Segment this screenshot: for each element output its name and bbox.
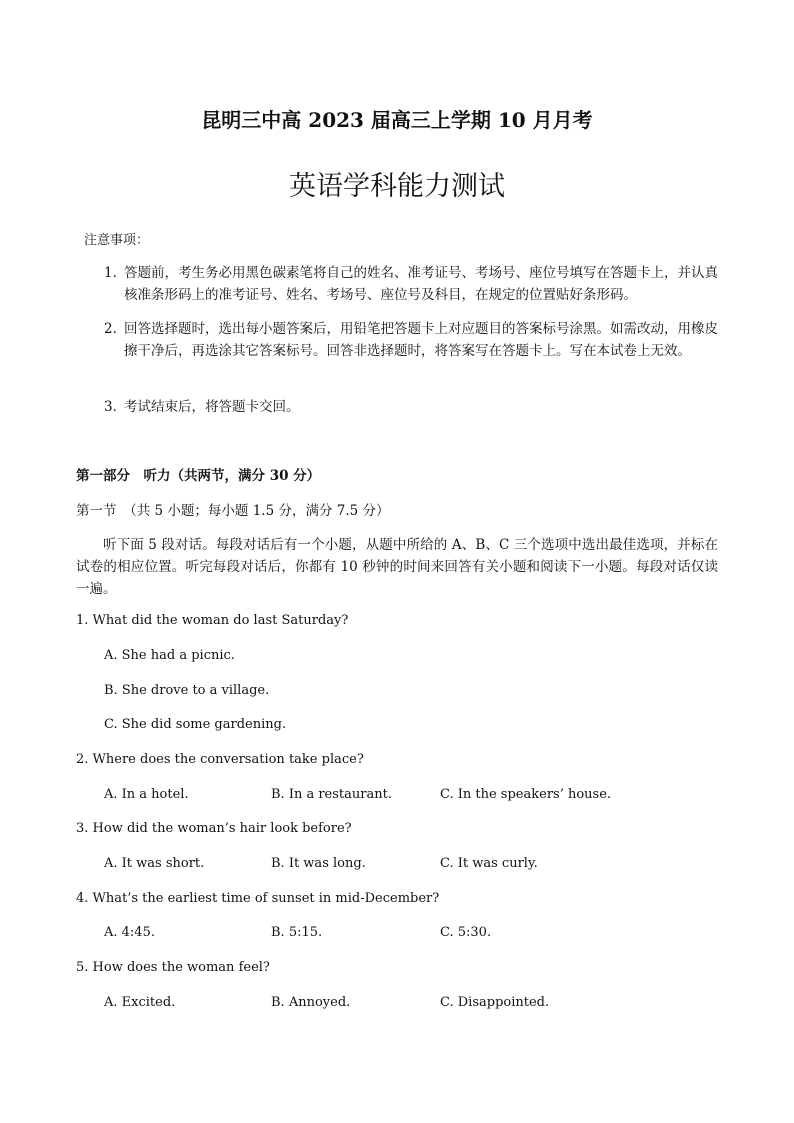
- question-5-option-a: A. Excited.: [104, 995, 176, 1010]
- listening-directions: 听下面 5 段对话。每段对话后有一个小题，从题中所给的 A、B、C 三个选项中选出最佳选项，并标在试卷的相应位置。听完每段对话后，你都有 10 秒钟的时间来回答有关小题和阅读下一小题。每段对话仅读一遍。: [76, 537, 718, 597]
- question-2-option-c: C. In the speakers’ house.: [440, 787, 612, 802]
- question-2-option-b: B. In a restaurant.: [271, 787, 392, 802]
- question-2-option-a: A. In a hotel.: [104, 787, 189, 802]
- question-5-option-b: B. Annoyed.: [271, 995, 351, 1010]
- question-3-option-c: C. It was curly.: [440, 856, 538, 871]
- notice-item-3: [104, 396, 719, 418]
- notice-item-text: 考试结束后，将答题卡交回。: [124, 399, 300, 415]
- notice-item-text: 回答选择题时，选出每小题答案后，用铅笔把答题卡上对应题目的答案标号涂黑。如需改动，用橡皮擦干净后，再选涂其它答案标号。回答非选择题时，将答案写在答题卡上。写在本试卷上无效。: [124, 321, 718, 359]
- question-1-option-c: C. She did some gardening.: [104, 717, 287, 732]
- question-1-option-b: B. She drove to a village.: [104, 683, 270, 698]
- notice-item-number: 3．: [104, 399, 127, 415]
- question-3: 3. How did the woman’s hair look before?: [76, 821, 352, 836]
- part-heading: 第一部分 听力（共两节，满分 30 分）: [76, 468, 321, 484]
- question-4-option-b: B. 5:15.: [271, 925, 323, 940]
- exam-subtitle: 英语学科能力测试: [289, 171, 505, 202]
- notice-item-1: [104, 262, 719, 306]
- question-1: 1. What did the woman do last Saturday?: [76, 613, 349, 628]
- question-3-option-a: A. It was short.: [104, 856, 205, 871]
- notice-heading: 注意事项：: [84, 233, 150, 248]
- notice-item-text: 答题前，考生务必用黑色碳素笔将自己的姓名、准考证号、考场号、座位号填写在答题卡上，并认真核准条形码上的准考证号、姓名、考场号、座位号及科目，在规定的位置贴好条形码。: [124, 265, 718, 303]
- exam-title: 昆明三中高 2023 届高三上学期 10 月月考: [201, 108, 593, 132]
- question-4-option-c: C. 5:30.: [440, 925, 492, 940]
- section-heading: 第一节 （共 5 小题；每小题 1.5 分，满分 7.5 分）: [76, 503, 390, 519]
- question-1-option-a: A. She had a picnic.: [104, 648, 235, 663]
- notice-item-2: [104, 318, 719, 362]
- question-3-option-b: B. It was long.: [271, 856, 366, 871]
- notice-item-number: 2．: [104, 321, 127, 337]
- question-5-option-c: C. Disappointed.: [440, 995, 550, 1010]
- question-2: 2. Where does the conversation take place?: [76, 752, 364, 767]
- question-4-option-a: A. 4:45.: [104, 925, 155, 940]
- question-5: 5. How does the woman feel?: [76, 960, 270, 975]
- notice-item-number: 1．: [104, 265, 127, 281]
- question-4: 4. What’s the earliest time of sunset in mid-December?: [76, 891, 440, 906]
